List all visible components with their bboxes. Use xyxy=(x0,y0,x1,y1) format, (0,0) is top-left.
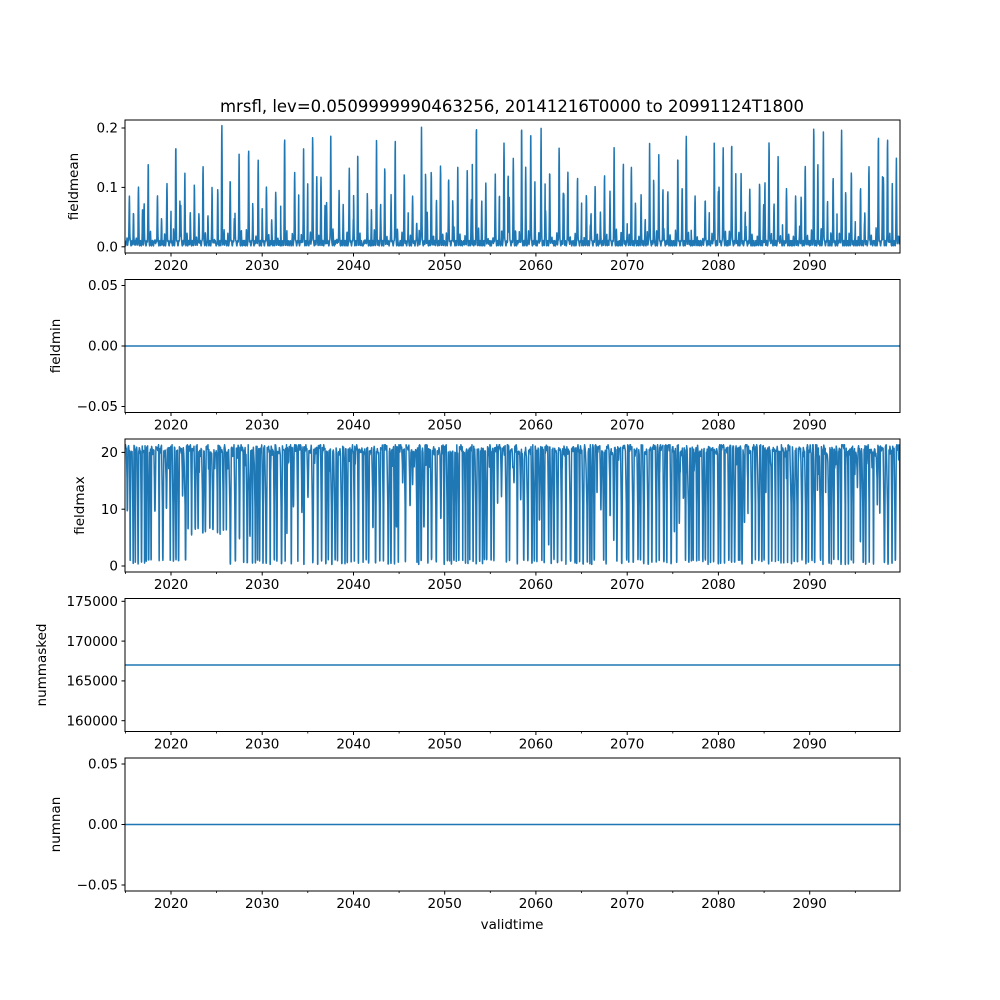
x-tick-label: 2070 xyxy=(610,577,645,593)
x-tick-label: 2040 xyxy=(336,417,371,434)
y-tick-label: 170000 xyxy=(66,633,118,650)
panel-fieldmin xyxy=(77,278,900,433)
y-axis-label-numnan: numnan xyxy=(48,796,64,853)
x-tick-label: 2050 xyxy=(427,258,462,274)
x-tick-label: 2040 xyxy=(336,896,371,912)
x-tick-label: 2080 xyxy=(701,896,736,912)
x-tick-label: 2080 xyxy=(701,736,736,753)
x-tick-label: 2030 xyxy=(245,417,280,434)
x-tick-label: 2090 xyxy=(792,736,827,753)
x-tick-label: 2020 xyxy=(153,577,189,593)
y-axis-label-fieldmean: fieldmean xyxy=(66,152,82,221)
x-tick-label: 2090 xyxy=(792,896,827,912)
panel-fieldmax xyxy=(101,439,902,593)
x-tick-label: 2050 xyxy=(427,896,462,912)
y-tick-label: 0.2 xyxy=(96,120,118,137)
fieldmean-line xyxy=(125,126,900,246)
panel-numnan xyxy=(77,757,900,912)
x-tick-label: 2050 xyxy=(427,417,462,434)
x-tick-label: 2070 xyxy=(610,258,645,274)
x-tick-label: 2060 xyxy=(518,258,554,274)
x-tick-label: 2030 xyxy=(245,258,280,274)
x-tick-label: 2090 xyxy=(792,577,827,593)
x-tick-label: 2050 xyxy=(427,577,462,593)
x-tick-label: 2070 xyxy=(610,896,645,912)
y-tick-label: −0.05 xyxy=(76,877,118,894)
y-tick-label: 160000 xyxy=(66,713,118,730)
x-tick-label: 2070 xyxy=(610,417,645,434)
y-axis-label-nummasked: nummasked xyxy=(34,623,50,707)
x-tick-label: 2090 xyxy=(792,258,827,274)
x-tick-label: 2020 xyxy=(153,736,189,753)
y-tick-label: −0.05 xyxy=(76,399,118,416)
x-tick-label: 2060 xyxy=(518,417,554,434)
y-tick-label: 0.00 xyxy=(87,338,118,355)
y-axis-label-fieldmin: fieldmin xyxy=(48,318,64,374)
y-tick-label: 0.00 xyxy=(87,817,118,834)
x-tick-label: 2070 xyxy=(610,736,645,753)
chart-title: mrsfl, lev=0.0509999990463256, 20141216T0000 to 20991124T1800 xyxy=(219,97,805,116)
y-tick-label: 0.05 xyxy=(87,756,118,773)
fieldmax-line xyxy=(125,445,901,565)
panels-group xyxy=(66,120,901,912)
x-tick-label: 2040 xyxy=(336,258,371,274)
x-tick-label: 2020 xyxy=(153,417,189,434)
x-tick-label: 2030 xyxy=(245,896,280,912)
x-tick-label: 2060 xyxy=(518,736,554,753)
y-tick-label: 0.1 xyxy=(96,180,118,197)
x-tick-label: 2090 xyxy=(792,417,827,434)
x-tick-label: 2080 xyxy=(701,417,736,434)
x-tick-label: 2060 xyxy=(518,896,554,912)
panel-nummasked xyxy=(66,594,900,752)
x-tick-label: 2080 xyxy=(701,577,736,593)
panel-fieldmean xyxy=(97,120,900,274)
y-tick-label: 175000 xyxy=(66,594,118,611)
x-tick-label: 2050 xyxy=(427,736,462,753)
y-tick-label: 165000 xyxy=(66,673,118,690)
y-tick-label: 20 xyxy=(100,445,118,462)
y-tick-label: 0.05 xyxy=(87,278,118,295)
x-tick-label: 2080 xyxy=(701,258,736,274)
y-tick-label: 0 xyxy=(109,558,118,575)
y-axis-label-fieldmax: fieldmax xyxy=(72,476,88,535)
x-tick-label: 2040 xyxy=(336,577,371,593)
x-axis-label: validtime xyxy=(480,917,544,933)
y-tick-label: 0.0 xyxy=(96,239,118,256)
y-tick-label: 10 xyxy=(100,501,118,518)
x-tick-label: 2020 xyxy=(153,258,189,274)
x-tick-label: 2020 xyxy=(153,896,189,912)
x-tick-label: 2030 xyxy=(245,577,280,593)
x-tick-label: 2060 xyxy=(518,577,554,593)
x-tick-label: 2040 xyxy=(336,736,371,753)
x-tick-label: 2030 xyxy=(245,736,280,753)
